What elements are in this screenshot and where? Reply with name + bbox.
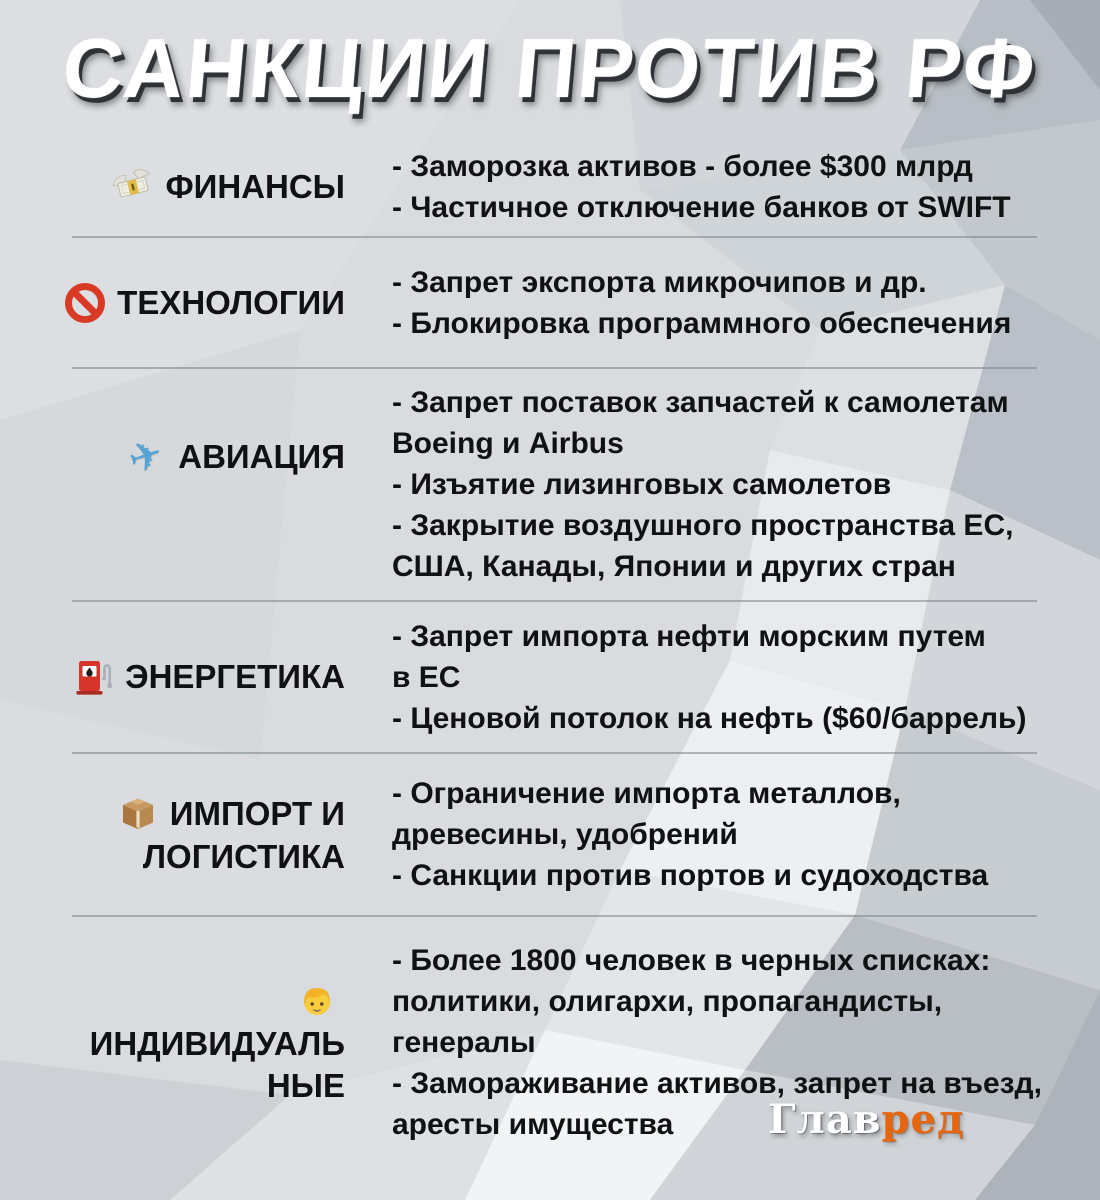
sanction-row-energy <box>0 602 1100 752</box>
category-label-line <box>90 1023 345 1065</box>
bullet-line: - Замораживание активов, запрет на въезд, <box>392 1066 1042 1100</box>
bullets-cell <box>392 773 1100 896</box>
bullet-line: древесины, удобрений <box>392 818 738 851</box>
divider <box>72 752 1037 754</box>
package-icon <box>116 792 160 836</box>
sanction-row-import-logistics <box>0 754 1100 915</box>
bullet-line: - Ограничение импорта металлов, <box>392 777 901 810</box>
category-label-text: ИНДИВИДУАЛЬ <box>89 1025 345 1062</box>
category-label-line <box>71 655 345 699</box>
divider <box>72 236 1037 238</box>
divider <box>72 367 1037 369</box>
divider <box>72 600 1037 602</box>
category-label-line <box>267 1065 345 1107</box>
sanction-row-technology <box>0 238 1100 367</box>
bullet-line: Boeing и Airbus <box>392 427 624 460</box>
bullet-line: - Запрет импорта нефти морским путем <box>392 619 986 653</box>
fuel-pump-icon <box>71 655 115 699</box>
person-icon <box>295 977 339 1021</box>
category-cell <box>0 977 345 1107</box>
bullet-line: - Запрет экспорта микрочипов и др. <box>392 265 927 299</box>
sanction-row-aviation <box>0 369 1100 600</box>
category-cell <box>0 165 345 209</box>
logo-text-orange: ред <box>881 1096 965 1143</box>
bullet-line: - Частичное отключение банков от SWIFT <box>392 191 1011 224</box>
bullet-line: - Изъятие лизинговых самолетов <box>392 468 892 501</box>
bullet-line: - Более 1800 человек в черных списках: <box>392 943 991 977</box>
category-label-text: ФИНАНСЫ <box>165 168 345 205</box>
category-cell <box>0 281 345 325</box>
category-label-text: ИМПОРТ И <box>169 794 345 832</box>
category-label-line <box>63 281 345 325</box>
divider <box>72 915 1037 917</box>
category-label-line <box>116 792 345 836</box>
page-title: САНКЦИИ ПРОТИВ РФ <box>59 21 1041 115</box>
bullets-cell <box>392 262 1100 344</box>
bullet-line: - Ценовой потолок на нефть ($60/баррель) <box>392 701 1027 735</box>
bullet-line: в ЕС <box>392 660 461 694</box>
category-label-text: АВИАЦИЯ <box>178 437 345 475</box>
prohibited-sign-icon <box>63 281 107 325</box>
category-label-text: ТЕХНОЛОГИИ <box>117 283 345 321</box>
bullet-line: политики, олигархи, пропагандисты, <box>392 984 943 1018</box>
bullet-line: США, Канады, Японии и других стран <box>392 550 956 583</box>
category-cell <box>0 655 345 699</box>
category-cell <box>0 792 345 878</box>
category-cell <box>0 429 345 484</box>
bullet-line: генералы <box>392 1025 536 1059</box>
bullet-line: - Санкции против портов и судоходства <box>392 859 989 892</box>
bullet-line: - Запрет поставок запчастей к самолетам <box>392 386 1009 419</box>
page-title-wrap <box>0 21 1100 115</box>
category-label-text: ЭНЕРГЕТИКА <box>125 658 345 695</box>
bullets-cell <box>392 616 1100 739</box>
logo-text-white: Глав <box>768 1096 882 1143</box>
bullet-line: аресты имущества <box>392 1107 674 1141</box>
bullet-line: - Заморозка активов - более $300 млрд <box>392 150 973 183</box>
category-label-line <box>123 429 345 484</box>
sanction-row-finance <box>0 138 1100 236</box>
bullets-cell <box>392 146 1100 228</box>
category-label-text: ЛОГИСТИКА <box>142 837 345 875</box>
category-label-line <box>143 836 345 878</box>
category-label-line <box>111 165 345 209</box>
airplane-icon: ✈ <box>123 429 170 484</box>
bullet-line: - Блокировка программного обеспечения <box>392 306 1012 340</box>
money-with-wings-icon <box>111 165 155 209</box>
category-label-text: НЫЕ <box>266 1067 345 1104</box>
glavred-logo <box>768 1096 965 1143</box>
bullets-cell <box>392 940 1100 1145</box>
bullet-line: - Закрытие воздушного пространства ЕС, <box>392 509 1014 542</box>
bullets-cell <box>392 382 1100 587</box>
